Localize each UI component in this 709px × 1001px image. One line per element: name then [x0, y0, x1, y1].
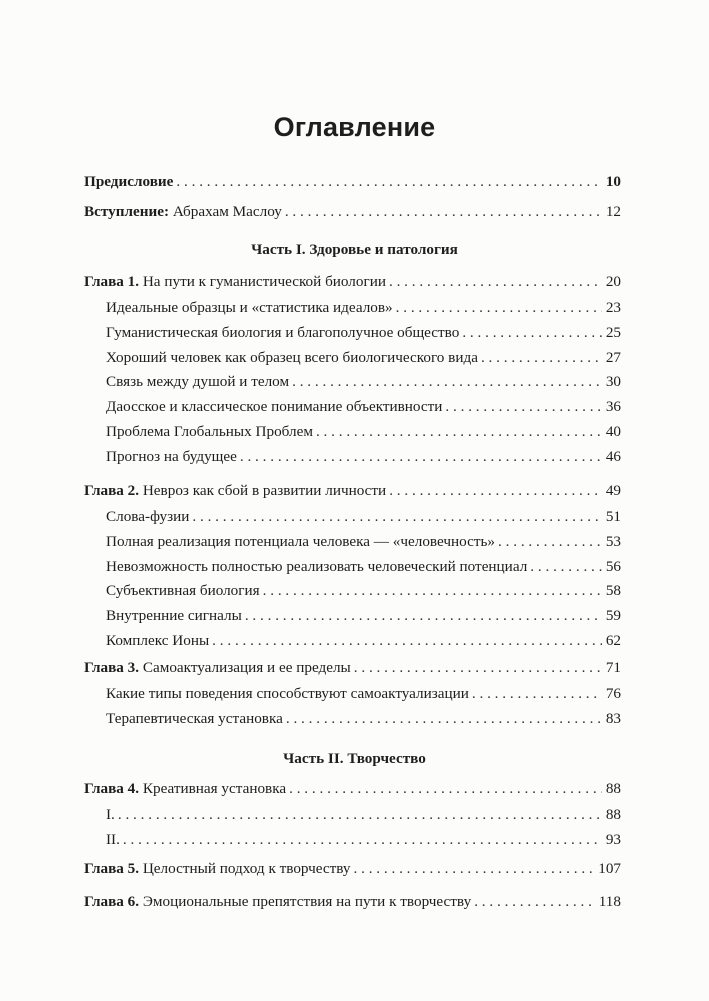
entry-label: [106, 685, 472, 703]
toc-entry-section[interactable]: [106, 448, 621, 466]
toc-entry-section[interactable]: [106, 398, 621, 416]
entry-label: [106, 710, 286, 728]
page-number: 56: [605, 557, 621, 575]
section-title: Идеальные образцы и «статистика идеалов»: [106, 299, 393, 316]
page-number: 49: [605, 482, 621, 499]
toc-entry-section[interactable]: [106, 710, 621, 728]
dot-leader: [285, 203, 602, 221]
chapter-title: На пути к гуманистической биологии: [139, 273, 386, 290]
page-number: 12: [605, 203, 621, 220]
toc-entry-section[interactable]: [106, 299, 621, 317]
section-title: Проблема Глобальных Проблем: [106, 423, 313, 440]
section-title: II.: [106, 830, 120, 848]
section-title: Даосское и классическое понимание объективности: [106, 398, 443, 416]
entry-label: [106, 632, 212, 650]
dot-leader: [481, 349, 602, 367]
dot-leader: [354, 860, 595, 878]
entry-label: [106, 349, 481, 367]
toc-entry-section[interactable]: [106, 533, 621, 551]
entry-label: [106, 299, 396, 317]
toc-entry-chapter[interactable]: [84, 659, 621, 677]
chapter-title: Самоактуализация и ее пределы: [139, 659, 351, 676]
dot-leader: [354, 659, 602, 677]
section-title: Субъективная биология: [106, 582, 260, 600]
toc-entry-intro[interactable]: [84, 203, 621, 221]
page-number: 88: [605, 780, 621, 797]
toc-entry-chapter[interactable]: [84, 780, 621, 798]
entry-label: [84, 173, 176, 191]
section-title: Гуманистическая биология и благополучное общество: [106, 323, 460, 341]
toc-entry-preface[interactable]: [84, 173, 621, 191]
page-number: 20: [605, 273, 621, 290]
page-title: Оглавление: [273, 112, 436, 142]
chapter-number: Глава 4.: [84, 780, 140, 797]
part-heading: Часть I. Здоровье и патология: [251, 241, 458, 258]
toc-entry-section[interactable]: [106, 324, 621, 342]
section-title: Прогноз на будущее: [106, 447, 237, 465]
toc-entry-section[interactable]: [106, 423, 621, 441]
section-title: Связь между душой и телом: [106, 373, 290, 391]
dot-leader: [530, 558, 602, 576]
chapter-title: Невроз как сбой в развитии личности: [139, 482, 387, 499]
page-number: 88: [605, 806, 621, 823]
entry-label: [106, 533, 498, 551]
section-title: Какие типы поведения способствуют самоактуализации: [106, 685, 469, 702]
intro-label-bold: Вступление:: [84, 203, 170, 220]
dot-leader: [263, 582, 602, 600]
toc-entry-chapter[interactable]: [84, 860, 621, 878]
entry-label: [106, 423, 316, 441]
intro-label: Абрахам Маслоу: [169, 203, 282, 220]
entry-label: [106, 831, 123, 849]
entry-label: [106, 324, 462, 342]
page-number: 10: [605, 173, 621, 190]
chapter-number: Глава 6.: [84, 893, 140, 910]
entry-label: [106, 558, 530, 576]
dot-leader: [474, 893, 595, 911]
page-number: 62: [605, 632, 621, 649]
entry-label: [106, 448, 240, 466]
section-title: Слова-фузии: [106, 508, 190, 525]
dot-leader: [289, 780, 602, 798]
entry-label: [106, 508, 192, 526]
toc-entry-section[interactable]: [106, 508, 621, 526]
entry-label: [106, 582, 263, 600]
page-number: 27: [605, 348, 621, 366]
section-title: I.: [106, 806, 115, 823]
page-number: 30: [605, 373, 621, 391]
chapter-title: Креативная установка: [139, 780, 287, 797]
section-title: Невозможность полностью реализовать человеческий потенциал: [106, 557, 528, 575]
page-number: 36: [605, 398, 621, 416]
dot-leader: [292, 373, 602, 391]
dot-leader: [245, 607, 602, 625]
section-title: Внутренние сигналы: [106, 607, 242, 625]
page-number: 107: [598, 860, 621, 877]
entry-label: [84, 659, 354, 677]
toc-entry-section[interactable]: [106, 632, 621, 650]
chapter-title: Целостный подход к творчеству: [139, 860, 351, 877]
dot-leader: [472, 685, 602, 703]
dot-leader: [389, 273, 602, 291]
toc-entry-section[interactable]: [106, 607, 621, 625]
dot-leader: [123, 831, 602, 849]
entry-label: [84, 893, 474, 911]
dot-leader: [445, 398, 601, 416]
page-number: 25: [605, 323, 621, 341]
entry-label: [106, 806, 118, 824]
dot-leader: [118, 806, 602, 824]
page-number: 118: [598, 893, 621, 910]
toc-entry-section[interactable]: [106, 685, 621, 703]
toc-entry-section[interactable]: [106, 806, 621, 824]
entry-label: [106, 373, 292, 391]
page-number: 71: [605, 659, 621, 676]
dot-leader: [212, 632, 602, 650]
page-number: 59: [605, 607, 621, 625]
dot-leader: [192, 508, 601, 526]
toc-entry-section[interactable]: [106, 558, 621, 576]
page-number: 51: [605, 508, 621, 525]
dot-leader: [316, 423, 602, 441]
toc-entry-chapter[interactable]: [84, 273, 621, 291]
dot-leader: [389, 482, 602, 500]
entry-label: [84, 203, 285, 221]
toc-entry-section[interactable]: [106, 831, 621, 849]
toc-entry-section[interactable]: [106, 582, 621, 600]
page-number: 93: [605, 830, 621, 848]
dot-leader: [462, 324, 601, 342]
dot-leader: [396, 299, 602, 317]
chapter-number: Глава 5.: [84, 860, 140, 877]
dot-leader: [176, 173, 601, 191]
preface-label: Предисловие: [84, 173, 174, 190]
entry-label: [84, 860, 354, 878]
page-number: 40: [605, 423, 621, 440]
page-number: 58: [605, 582, 621, 600]
toc-entry-section[interactable]: [106, 349, 621, 367]
entry-label: [106, 607, 245, 625]
dot-leader: [286, 710, 602, 728]
page-number: 53: [605, 532, 621, 550]
section-title: Хороший человек как образец всего биологического вида: [106, 348, 478, 366]
toc-entry-section[interactable]: [106, 373, 621, 391]
entry-label: [84, 273, 389, 291]
section-title: Полная реализация потенциала человека — «человечность»: [106, 532, 496, 550]
section-title: Терапевтическая установка: [106, 709, 283, 727]
entry-label: [84, 780, 289, 798]
toc-entry-chapter[interactable]: [84, 893, 621, 911]
part-heading: Часть II. Творчество: [283, 750, 426, 767]
chapter-title: Эмоциональные препятствия на пути к творчеству: [139, 893, 472, 910]
page-number: 83: [605, 709, 621, 727]
page-number: 23: [605, 299, 621, 316]
dot-leader: [240, 448, 602, 466]
entry-label: [84, 482, 389, 500]
chapter-number: Глава 2.: [84, 482, 140, 499]
section-title: Комплекс Ионы: [106, 632, 210, 649]
dot-leader: [498, 533, 602, 551]
chapter-number: Глава 1.: [84, 273, 140, 290]
entry-label: [106, 398, 445, 416]
page-number: 46: [605, 447, 621, 465]
chapter-number: Глава 3.: [84, 659, 140, 676]
toc-entry-chapter[interactable]: [84, 482, 621, 500]
page-number: 76: [605, 685, 621, 702]
